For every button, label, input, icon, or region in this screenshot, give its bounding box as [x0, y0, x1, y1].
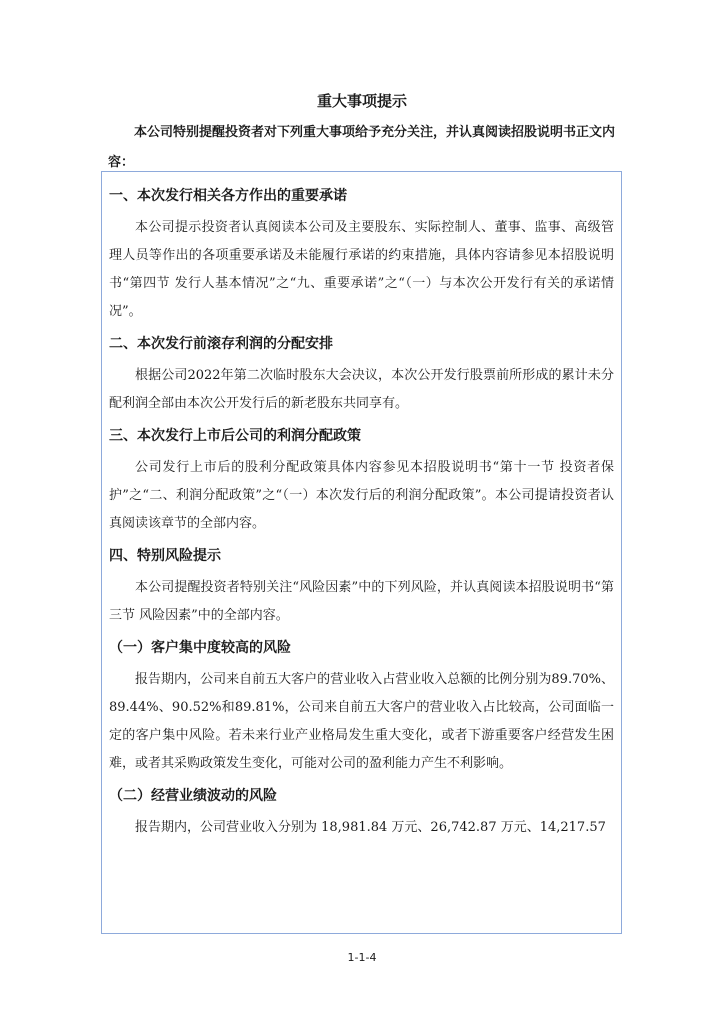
subsection-heading-1: （一）客户集中度较高的风险 — [109, 640, 291, 656]
section-body-3: 公司发行上市后的股利分配政策具体内容参见本招股说明书“第十一节 投资者保护”之“二、利润分配政策”之“（一）本次发行后的利润分配政策”。本公司提请投资者认真阅读该章节的全部内容。 — [109, 460, 614, 531]
intro-paragraph: 本公司特别提醒投资者对下列重大事项给予充分关注，并认真阅读招股说明书正文内容： — [108, 125, 616, 170]
subsection-heading-2: （二）经营业绩波动的风险 — [109, 788, 277, 804]
section-heading-1: 一、本次发行相关各方作出的重要承诺 — [109, 188, 347, 204]
subsection-body-1: 报告期内，公司来自前五大客户的营业收入占营业收入总额的比例分别为89.70%、89.44%、90.52%和89.81%，公司来自前五大客户的营业收入占比较高，公司面临一定的客户集中风险。若未来行业产业格局发生重大变化，或者下游重要客户经营发生困难，或者其采购政策发生变化，可能对公司的盈利能力产生不利影响。 — [109, 672, 614, 771]
section-heading-2: 二、本次发行前滚存利润的分配安排 — [109, 336, 333, 352]
content-box — [101, 171, 622, 934]
page-title: 重大事项提示 — [316, 92, 407, 110]
section-body-1: 本公司提示投资者认真阅读本公司及主要股东、实际控制人、董事、监事、高级管理人员等作出的各项重要承诺及未能履行承诺的约束措施，具体内容请参见本招股说明书“第四节 发行人基本情况”之“九、重要承诺”之“（一）与本次公开发行有关的承诺情况”。 — [109, 220, 614, 319]
section-body-2: 根据公司2022年第二次临时股东大会决议，本次公开发行股票前所形成的累计未分配利润全部由本次公开发行后的新老股东共同享有。 — [109, 368, 614, 411]
section-heading-3: 三、本次发行上市后公司的利润分配政策 — [109, 428, 361, 444]
subsection-body-2: 报告期内，公司营业收入分别为 18,981.84 万元、26,742.87 万元、14,217.57 — [135, 820, 606, 835]
page-number: 1-1-4 — [347, 951, 377, 964]
section-body-4: 本公司提醒投资者特别关注“风险因素”中的下列风险，并认真阅读本招股说明书“第三节 风险因素”中的全部内容。 — [109, 580, 614, 623]
section-heading-4: 四、特别风险提示 — [109, 548, 221, 564]
